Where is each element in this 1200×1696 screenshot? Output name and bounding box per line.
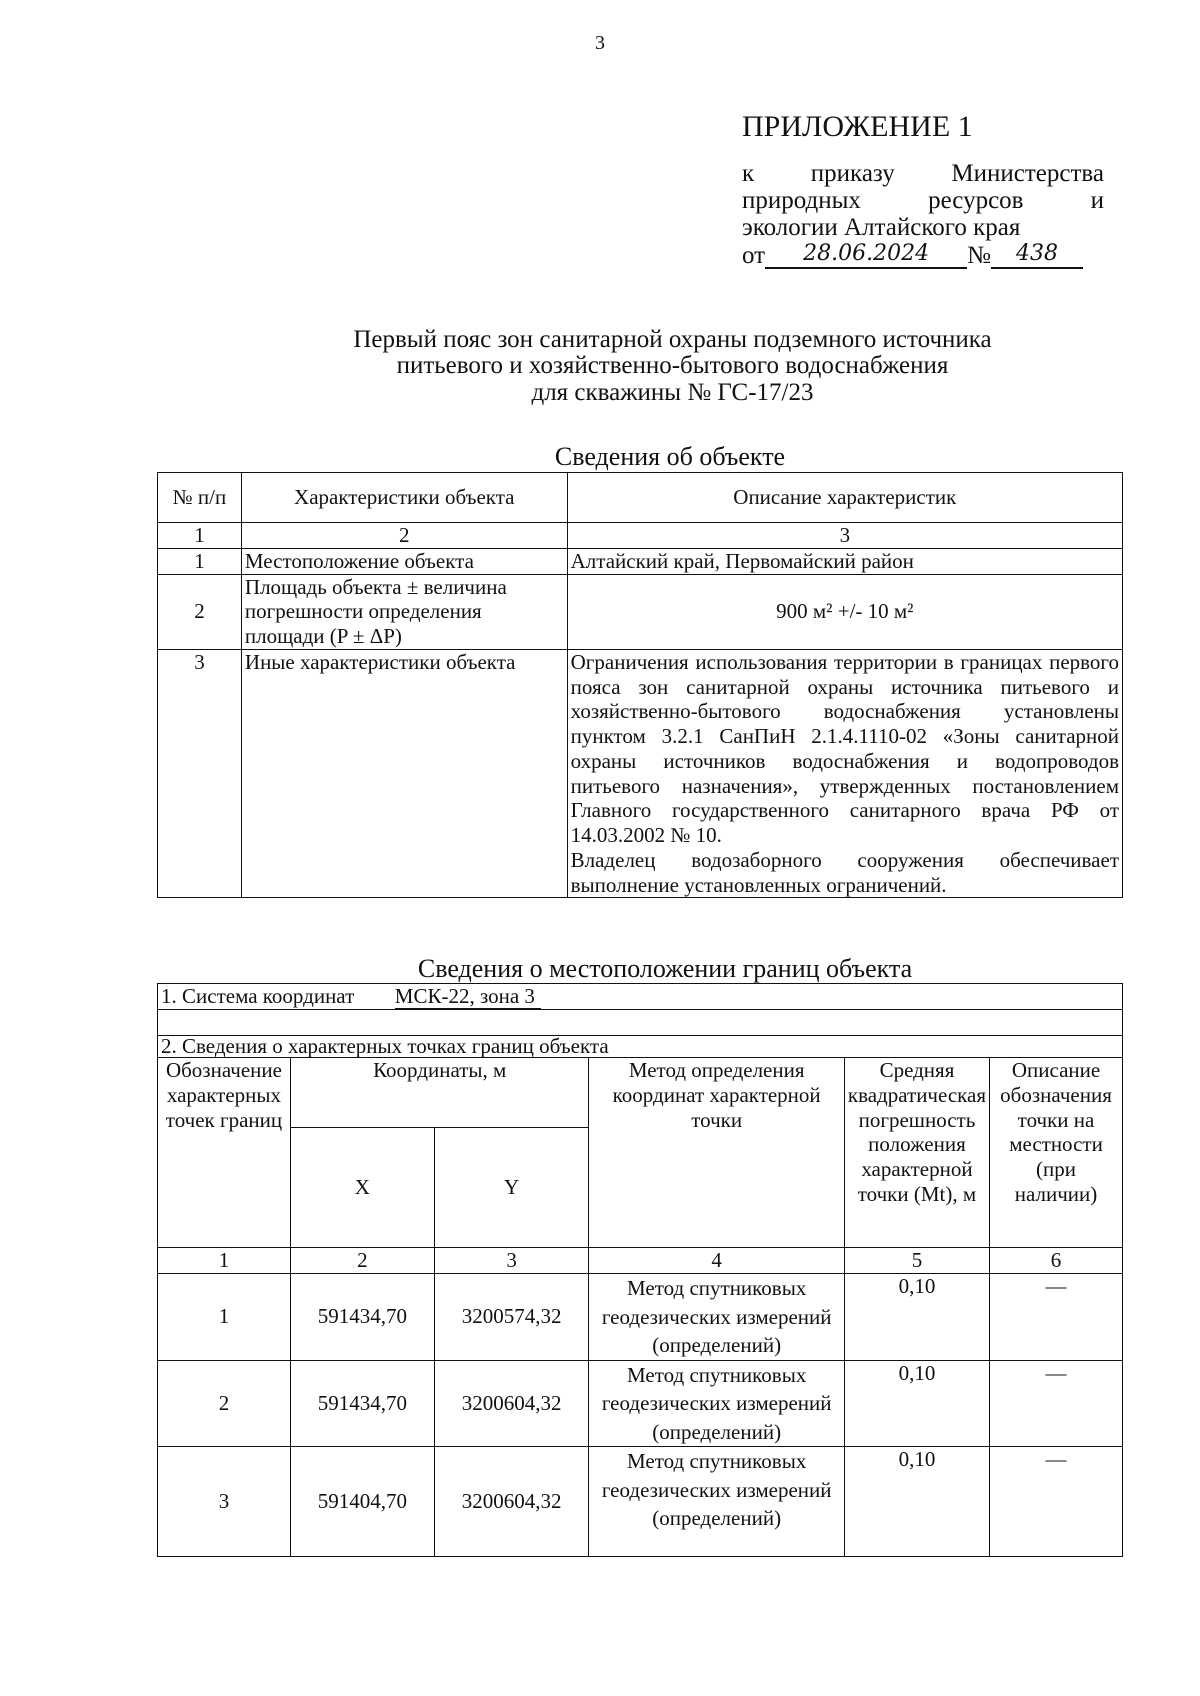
ref-word: приказу [810,160,895,187]
row-number: 1 [158,548,242,574]
object-info-table [157,472,1123,898]
title-line-2: питьевого и хозяйственно-бытового водоснабжения [396,352,949,380]
table-row [158,548,1123,574]
ref-word: ресурсов [928,187,1024,214]
col-number: 3 [567,523,1122,549]
object-info-title: Сведения об объекте [554,442,786,471]
point-id: 2 [158,1360,291,1447]
header-number: № п/п [158,473,242,523]
header-y: Y [434,1128,589,1248]
boundaries-title: Сведения о местоположении границ объекта [417,954,913,983]
order-date-line [742,241,1104,269]
col-number: 2 [290,1248,434,1274]
boundaries-table [157,983,1123,1557]
point-description: — [990,1447,1123,1557]
document-title [0,327,1200,406]
points-label-row [158,1036,1123,1058]
point-mean-error: 0,10 [844,1360,989,1447]
ref-line-2 [742,187,1104,214]
point-description: — [990,1274,1123,1361]
title-line-3: для скважины № ГС-17/23 [531,378,814,406]
point-id: 1 [158,1274,291,1361]
coord-system-label: 1. Система координат [161,984,355,1008]
table-row [158,574,1123,649]
point-id: 3 [158,1447,291,1557]
header-mean-error: Средняя квадратическая погрешность положения характерной точки (Mt), м [844,1058,989,1248]
column-numbers-row [158,523,1123,549]
col-number: 3 [434,1248,589,1274]
point-y: 3200604,32 [434,1447,589,1557]
ref-word: и [1090,187,1104,214]
points-label: 2. Сведения о характерных точках границ объекта [158,1036,1123,1058]
row-description [567,649,1122,898]
column-numbers-row [158,1248,1123,1274]
page-number: 3 [595,32,605,54]
col-number: 6 [990,1248,1123,1274]
col-number: 1 [158,523,242,549]
point-y: 3200604,32 [434,1360,589,1447]
row-number: 2 [158,574,242,649]
header-method: Метод определения координат характерной точки [589,1058,844,1248]
point-x: 591434,70 [290,1274,434,1361]
ref-word: Министерства [951,160,1104,187]
coord-system-row [158,984,1123,1010]
order-reference [742,160,1104,269]
coord-system-value: МСК-22, зона 3 [395,984,541,1009]
point-y: 3200574,32 [434,1274,589,1361]
table-row [158,649,1123,898]
point-x: 591434,70 [290,1360,434,1447]
header-description: Описание характеристик [567,473,1122,523]
restrictions-text: Ограничения использования территории в границах первого пояса зон санитарной охраны источника питьевого и хозяйственно-бытового водоснабжения установлены пунктом 3.2.1 СанПиН 2.1.4.1110-02 «Зоны санитарной охраны источников водоснабжения и водопроводов питьевого назначения», утвержденных постановлением Главного государственного санитарного врача РФ от 14.03.2002 № 10. [570,649,1119,848]
col-number: 4 [589,1248,844,1274]
point-description: — [990,1360,1123,1447]
header-designation: Обозначение характерных точек границ [158,1058,291,1248]
row-characteristic: Местоположение объекта [241,548,567,574]
col-number: 2 [241,523,567,549]
ref-word: природных [742,187,861,214]
point-method: Метод спутниковых геодезических измерений (определений) [589,1274,844,1361]
ref-line-3 [742,214,1104,241]
title-line-1: Первый пояс зон санитарной охраны подземного источника [353,326,992,353]
blank-row [158,1010,1123,1036]
number-sign: № [967,242,991,269]
date-prefix: от [742,242,766,269]
table-row [158,1360,1123,1447]
appendix-title: ПРИЛОЖЕНИЕ 1 [742,110,973,143]
table-header-row [158,1058,1123,1128]
order-number: 438 [991,241,1083,269]
point-mean-error: 0,10 [844,1274,989,1361]
table-header-row [158,473,1123,523]
header-point-description: Описание обозначения точки на местности (при наличии) [990,1058,1123,1248]
ref-word: экологии Алтайского края [742,214,1021,241]
ref-line-1 [742,160,1104,187]
col-number: 5 [844,1248,989,1274]
header-characteristics: Характеристики объекта [241,473,567,523]
coord-system-cell [158,984,1123,1010]
row-characteristic: Площадь объекта ± величина погрешности определения площади (P ± ΔP) [241,574,567,649]
point-mean-error: 0,10 [844,1447,989,1557]
col-number: 1 [158,1248,291,1274]
row-description: Алтайский край, Первомайский район [567,548,1122,574]
row-description: 900 м² +/- 10 м² [567,574,1122,649]
row-number: 3 [158,649,242,898]
order-date: 28.06.2024 [765,241,967,269]
row-characteristic: Иные характеристики объекта [241,649,567,898]
blank-cell [158,1010,1123,1036]
point-method: Метод спутниковых геодезических измерений (определений) [589,1447,844,1557]
owner-obligation-text: Владелец водозаборного сооружения обеспечивает выполнение установленных ограничений. [570,847,1119,897]
point-method: Метод спутниковых геодезических измерений (определений) [589,1360,844,1447]
table-row [158,1447,1123,1557]
header-x: X [290,1128,434,1248]
point-x: 591404,70 [290,1447,434,1557]
ref-word: к [742,160,755,187]
table-row [158,1274,1123,1361]
header-coordinates: Координаты, м [290,1058,589,1128]
